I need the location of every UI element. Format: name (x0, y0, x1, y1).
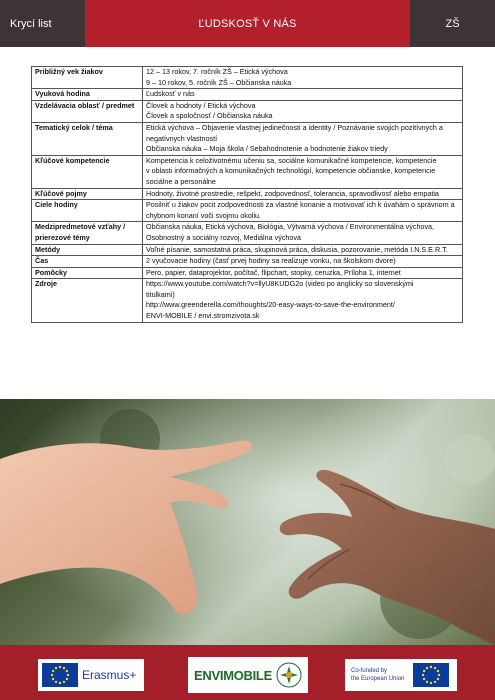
row-value-line: Človek a hodnoty / Etická výchova (146, 100, 256, 110)
table-row (32, 155, 463, 188)
table-row (32, 200, 463, 222)
row-label: Tematický celok / téma (32, 122, 143, 155)
row-value-line: https://www.youtube.com/watch?v=llyU8KUDG2o (video po anglicky so slovenskými (146, 279, 414, 289)
row-value-line: Občianska náuka, Etická výchova, Biológia, Výtvarná výchova / Environmentálna výchova, (146, 222, 435, 232)
cofunded-line-2: the European Union (351, 676, 405, 682)
header-label-cover-sheet: Krycí list (0, 0, 85, 47)
row-label: Čas (32, 256, 143, 268)
row-label: Kľúčové pojmy (32, 188, 143, 200)
row-label: Pomôcky (32, 267, 143, 279)
table-row (32, 267, 463, 279)
row-value-line: Posilniť u žiakov pocit zodpovednosti za vlastné konanie a motivovať ich k úvahám o správnom a (146, 200, 455, 210)
header-level: ZŠ (410, 0, 495, 47)
row-value (143, 244, 463, 256)
row-value (143, 67, 463, 89)
mobile-text: MOBILE (223, 667, 272, 683)
row-value (143, 267, 463, 279)
table-row (32, 222, 463, 244)
row-value-line: v oblasti informačných a komunikačných technológií, kompetencie občianske, kompetencie (146, 166, 436, 176)
table-row (32, 67, 463, 89)
row-label: Medzipredmetové vzťahy / prierezové témy (32, 222, 143, 244)
row-value (143, 188, 463, 200)
header-title: ĽUDSKOSŤ V NÁS (85, 0, 410, 47)
row-value (143, 279, 463, 322)
row-value-line: Kompetencia k celoživotnému učeniu sa, sociálne komunikačné kompetencie, kompetencie (146, 155, 437, 165)
page-footer (0, 645, 495, 700)
envimobile-text (194, 668, 272, 683)
row-value-line: http://www.greenderella.com/thoughts/20-easy-ways-to-save-the-environment/ (146, 300, 395, 310)
row-value-line: 12 – 13 rokov, 7. ročník ZŠ – Etická výchova (146, 67, 288, 76)
row-value-line: Hodnoty, životné prostredie, rešpekt, zodpovednosť, tolerancia, spravodlivosť alebo empatia (146, 188, 439, 198)
table-row (32, 122, 463, 155)
row-label: Kľúčové kompetencie (32, 155, 143, 188)
table-row (32, 244, 463, 256)
hands-photo (0, 399, 495, 645)
row-value (143, 89, 463, 101)
tree-of-life-icon (276, 662, 302, 688)
erasmus-logo (38, 659, 144, 691)
envi-text: ENVI (194, 667, 224, 683)
row-label: Ciele hodiny (32, 200, 143, 222)
row-value (143, 122, 463, 155)
row-value-line: Občianska náuka – Moja škola / Sebahodnotenie a hodnotenie žiakov triedy (146, 144, 388, 154)
row-value-line: 9 – 10 rokov, 5. ročník ZŠ – Občianska náuka (146, 77, 292, 87)
row-label: Približný vek žiakov (32, 67, 143, 89)
erasmus-text: Erasmus+ (82, 668, 137, 682)
cofunded-line-1: Co-funded by (351, 668, 388, 674)
row-value (143, 155, 463, 188)
row-value-line: Ľudskosť v nás (146, 89, 195, 99)
row-value (143, 222, 463, 244)
row-value (143, 200, 463, 222)
table-row (32, 100, 463, 122)
row-value (143, 100, 463, 122)
row-label: Zdroje (32, 279, 143, 322)
lesson-info-table (31, 66, 463, 323)
table-row (32, 89, 463, 101)
page-header (0, 0, 495, 47)
row-value-line: Voľné písanie, samostatná práca, skupinová práca, diskusia, pozorovanie, metóda I.N.S.E.R.T. (146, 244, 448, 254)
row-value (143, 256, 463, 268)
table-row (32, 279, 463, 322)
row-value-line: titulkami) (146, 289, 175, 299)
row-value-line: Etická výchova – Objavenie vlastnej jedinečnosti a identity / Poznávanie svojich pozitívnych a (146, 122, 443, 132)
row-value-line: Človek a spoločnosť / Občianska náuka (146, 111, 273, 121)
cofunded-eu-logo (345, 659, 457, 691)
eu-flag-icon (413, 663, 449, 687)
hands-illustration (0, 399, 495, 645)
row-value-line: ENVI-MOBILE / envi.stromzivota.sk (146, 311, 260, 321)
row-value-line: Osobnostný a sociálny rozvoj, Mediálna výchova (146, 232, 302, 242)
table-row (32, 188, 463, 200)
row-value-line: 2 vyučovacie hodiny (časť prvej hodiny sa realizuje vonku, na školskom dvore) (146, 256, 396, 266)
row-value-line: sociálne a personálne (146, 176, 216, 186)
row-value-line: Pero, papier, dataprojektor, počítač, flipchart, stopky, ceruzka, Príloha 1, internet (146, 267, 401, 277)
eu-flag-icon (42, 663, 78, 687)
row-label: Metódy (32, 244, 143, 256)
row-value-line: chybnom konaní voči svojmu okoliu. (146, 210, 262, 220)
row-label: Vzdelávacia oblasť / predmet (32, 100, 143, 122)
cofunded-text (351, 667, 407, 683)
row-value-line: negatívnych vlastností (146, 133, 218, 143)
table-row (32, 256, 463, 268)
envimobile-logo (188, 657, 308, 693)
row-label: Vyuková hodina (32, 89, 143, 101)
